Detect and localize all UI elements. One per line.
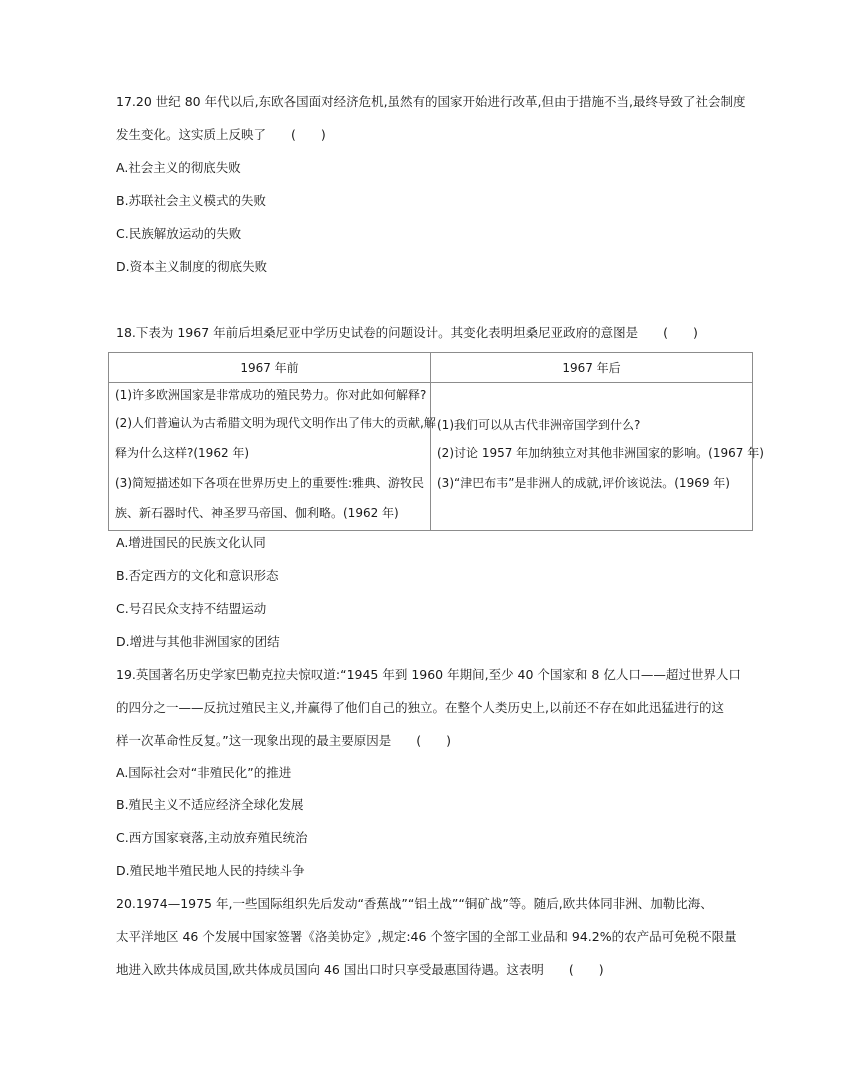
q17-option-a: A.社会主义的彻底失败 (116, 160, 241, 175)
q19-option-d: D.殖民地半殖民地人民的持续斗争 (116, 863, 305, 878)
q19-option-b: B.殖民主义不适应经济全球化发展 (116, 797, 304, 812)
table-row (109, 383, 753, 531)
q17-stem-line1: 17.20 世纪 80 年代以后,东欧各国面对经济危机,虽然有的国家开始进行改革,但由于措施不当,最终导致了社会制度 (116, 94, 746, 109)
q18-option-a: A.增进国民的民族文化认同 (116, 535, 266, 550)
table-cell-before (109, 383, 436, 531)
before-line-3: 释为什么这样?(1962 年) (115, 446, 250, 460)
q17-option-d: D.资本主义制度的彻底失败 (116, 259, 268, 274)
q19-stem-line3: 样一次革命性反复。”这一现象出现的最主要原因是 ( ) (116, 733, 451, 748)
table-cell-after (431, 383, 764, 531)
table-header-before: 1967 年前 (109, 353, 431, 383)
q20-stem-line3: 地进入欧共体成员国,欧共体成员国向 46 国出口时只享受最惠国待遇。这表明 ( ) (116, 962, 604, 977)
before-line-1: (1)许多欧洲国家是非常成功的殖民势力。你对此如何解释? (115, 388, 427, 402)
q18-option-b: B.否定西方的文化和意识形态 (116, 568, 279, 583)
q19-stem-line2: 的四分之一——反抗过殖民主义,并赢得了他们自己的独立。在整个人类历史上,以前还不存在如此迅猛进行的这 (116, 700, 724, 715)
q18-option-c: C.号召民众支持不结盟运动 (116, 601, 267, 616)
q18-option-d: D.增进与其他非洲国家的团结 (116, 634, 280, 649)
q19-option-a: A.国际社会对“非殖民化”的推进 (116, 765, 292, 780)
after-line-2: (2)讨论 1957 年加纳独立对其他非洲国家的影响。(1967 年) (437, 446, 764, 460)
before-line-4: (3)简短描述如下各项在世界历史上的重要性:雅典、游牧民 (115, 476, 425, 490)
q17-option-c: C.民族解放运动的失败 (116, 226, 242, 241)
q20-stem-line1: 20.1974—1975 年,一些国际组织先后发动“香蕉战”“铝土战”“铜矿战”等。随后,欧共体同非洲、加勒比海、 (116, 896, 713, 911)
after-line-3: (3)“津巴布韦”是非洲人的成就,评价该说法。(1969 年) (437, 476, 730, 490)
q20-stem-line2: 太平洋地区 46 个发展中国家签署《洛美协定》,规定:46 个签字国的全部工业品和 94.2%的农产品可免税不限量 (116, 929, 737, 944)
q18-stem: 18.下表为 1967 年前后坦桑尼亚中学历史试卷的问题设计。其变化表明坦桑尼亚政府的意图是 ( ) (116, 325, 698, 340)
after-line-1: (1)我们可以从古代非洲帝国学到什么? (437, 418, 641, 432)
before-line-5: 族、新石器时代、神圣罗马帝国、伽利略。(1962 年) (115, 506, 399, 520)
table-header-after: 1967 年后 (431, 353, 753, 383)
q19-stem-line1: 19.英国著名历史学家巴勒克拉夫惊叹道:“1945 年到 1960 年期间,至少 40 个国家和 8 亿人口——超过世界人口 (116, 667, 741, 682)
before-line-2: (2)人们普遍认为古希腊文明为现代文明作出了伟大的贡献,解 (115, 416, 436, 430)
q19-option-c: C.西方国家衰落,主动放弃殖民统治 (116, 830, 308, 845)
q17-stem-line2: 发生变化。这实质上反映了 ( ) (116, 127, 326, 142)
q17-option-b: B.苏联社会主义模式的失败 (116, 193, 267, 208)
q18-table (108, 352, 764, 531)
table-header-row (109, 353, 753, 383)
